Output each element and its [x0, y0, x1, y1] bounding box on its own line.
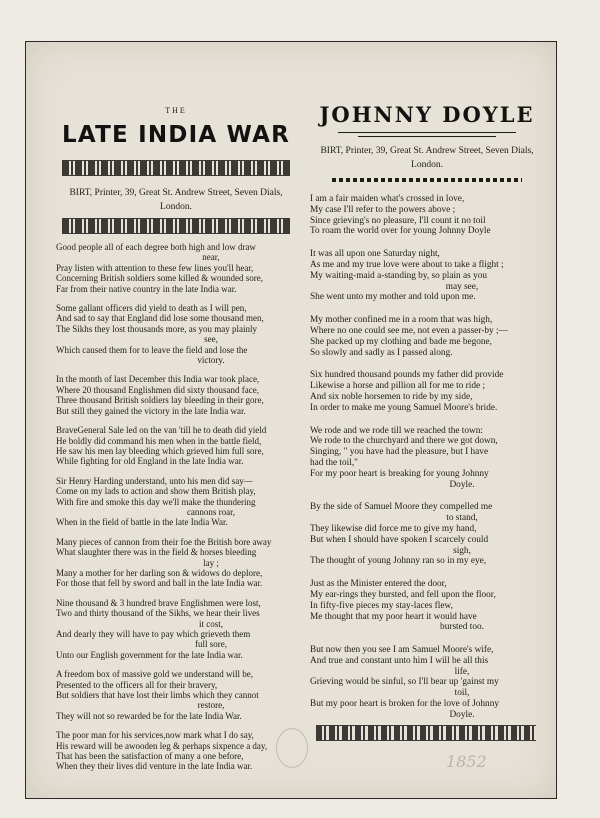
- verse-line: He boldly did command his men when in the battle field,: [56, 435, 262, 446]
- verse-line: My waiting-maid a-standing by, so plain as you: [310, 270, 488, 281]
- stanza: [56, 242, 296, 294]
- wave-rule-icon: [332, 178, 522, 182]
- verse-line: Likewise a horse and pillion all for me to ride ;: [310, 381, 486, 392]
- verse-line: restore,: [197, 700, 225, 711]
- verse-line: it cost,: [199, 618, 223, 629]
- verse-line: Three thousand British soldiers lay bleeding in their gore,: [56, 395, 264, 406]
- stanza: [310, 315, 544, 358]
- ornament-border-icon: [62, 160, 290, 176]
- verse-line: My ear-rings they bursted, and fell upon the floor,: [310, 589, 496, 600]
- verse-line: And six noble horsemen to ride by my side,: [310, 391, 473, 402]
- verse-line: And sad to say that England did lose some thousand men,: [56, 313, 264, 324]
- verse-line: In fifty-five pieces my stay-laces flew,: [310, 600, 453, 611]
- verse-line: Me thought that my poor heart it would have: [310, 611, 477, 622]
- stanza: [310, 645, 544, 721]
- verse-line: Doyle.: [449, 709, 475, 720]
- verse-line: Many a mother for her darling son & widows do deplore,: [56, 567, 263, 578]
- verse-line: And dearly they will have to pay which grieveth them: [56, 629, 251, 639]
- ballad-title-right: JOHNNY DOYLE: [319, 102, 535, 127]
- verse-line: The poor man for his services,now mark what I do say,: [56, 730, 254, 741]
- verse-line: The Sikhs they lost thousands more, as you may plainly: [56, 323, 257, 334]
- verse-line: toil,: [454, 688, 470, 699]
- verse-line: bursted too.: [440, 622, 484, 633]
- stanza: [56, 425, 296, 467]
- verse-line: Where no one could see me, not even a passer-by ;—: [310, 325, 508, 336]
- verse-line: victory.: [197, 355, 225, 366]
- verse-line: Presented to the officers all for their bravery,: [56, 679, 218, 690]
- stanza: [56, 669, 296, 721]
- verse-line: life,: [454, 666, 470, 677]
- verse-line: But still they gained the victory in the late India war.: [56, 405, 246, 416]
- stanza: [56, 374, 296, 416]
- stanza: [310, 249, 544, 303]
- verse-line: Many pieces of cannon from their foe the British bore away: [56, 536, 272, 547]
- stanza: [56, 303, 296, 365]
- ornament-border-icon: [316, 725, 536, 741]
- verse-line: full sore,: [195, 639, 227, 650]
- verse-line: We rode and we rode till we reached the town:: [310, 425, 483, 436]
- verse-line: Unto our English government for the late India war.: [56, 649, 243, 660]
- verse-line: It was all upon one Saturday night,: [310, 249, 440, 260]
- verse-line: Sir Henry Harding understand, unto his men did say—: [56, 475, 253, 486]
- stanza: [310, 502, 544, 567]
- verse-line: sigh,: [453, 545, 471, 556]
- verse-line: In the month of last December this India war took place,: [56, 374, 260, 385]
- verse-line: near,: [202, 252, 220, 263]
- verse-line: They likewise did force me to give my hand,: [310, 523, 477, 534]
- stanza: [56, 730, 296, 772]
- title-rule: [338, 132, 516, 133]
- verse-line: The thought of young Johnny ran so in my eye,: [310, 556, 487, 567]
- verse-line: lay ;: [203, 557, 219, 568]
- verse-line: Good people all of each degree both high and low draw: [56, 242, 256, 252]
- verse-line: For those that fell by sword and ball in the late India war.: [56, 578, 263, 589]
- verse-line: to stand,: [446, 513, 478, 524]
- verse-line: Just as the Minister entered the door,: [310, 579, 447, 590]
- verse-line: With fire and smoke this day we'll make the thundering: [56, 496, 256, 507]
- verse-line: Six hundred thousand pounds my father did provide: [310, 370, 504, 381]
- verse-line: Two and thirty thousand of the Sikhs, we hear their lives: [56, 608, 260, 619]
- poem-right: [310, 194, 544, 733]
- verse-line: For my poor heart is breaking for young Johnny: [310, 468, 489, 479]
- verse-line: By the side of Samuel Moore they compelled me: [310, 502, 493, 513]
- verse-line: In order to make me young Samuel Moore's bride.: [310, 402, 498, 413]
- verse-line: BraveGeneral Sale led on the van 'till he to death did yield: [56, 425, 267, 436]
- verse-line: She went unto my mother and told upon me.: [310, 292, 476, 303]
- verse-line: Come on my lads to action and show them British play,: [56, 486, 256, 497]
- verse-line: may see,: [445, 281, 479, 292]
- verse-line: He saw his men lay bleeding which grieved him full sore,: [56, 445, 264, 456]
- verse-line: Doyle.: [449, 479, 475, 490]
- verse-line: Pray listen with attention to these few lines you'll hear,: [56, 262, 254, 273]
- verse-line: Far from their native country in the late India war.: [56, 283, 237, 294]
- verse-line: Nine thousand & 3 hundred brave Englishmen were lost,: [56, 597, 261, 608]
- ballad-title-left: LATE INDIA WAR: [62, 122, 290, 148]
- stanza: [310, 426, 544, 491]
- title-rule: [358, 136, 496, 137]
- verse-line: That has been the satisfaction of many a one before,: [56, 751, 244, 762]
- verse-line: Concerning British soldiers some killed & wounded sore,: [56, 273, 263, 284]
- verse-line: We rode to the churchyard and there we got down,: [310, 436, 498, 447]
- verse-line: As me and my true love were about to take a flight ;: [310, 259, 504, 270]
- stanza: [310, 194, 544, 237]
- ornament-border-icon: [62, 218, 290, 234]
- broadside-sheet: [26, 42, 556, 798]
- handwritten-date: 1852: [446, 752, 487, 771]
- verse-line: While fighting for old England in the late India war.: [56, 456, 244, 467]
- verse-line: But soldiers that have lost their limbs which they cannot: [56, 690, 259, 701]
- verse-line: But now then you see I am Samuel Moore's wife,: [310, 645, 494, 656]
- verse-line: So slowly and sadly as I passed along.: [310, 347, 453, 358]
- verse-line: She packed up my clothing and bade me begone,: [310, 336, 493, 347]
- verse-line: Since grieving's no pleasure, I'll count it no toil: [310, 215, 486, 226]
- poem-left: [56, 242, 296, 781]
- verse-line: When in the field of battle in the late India War.: [56, 517, 228, 528]
- verse-line: What slaughter there was in the field & horses bleeding: [56, 547, 257, 558]
- printer-imprint-right: BIRT, Printer, 39, Great St. Andrew Street, Seven Dials, London.: [320, 146, 534, 170]
- verse-line: Where 20 thousand Englishmen did sixty thousand face,: [56, 384, 259, 395]
- printer-imprint-left: BIRT, Printer, 39, Great St. Andrew Street, Seven Dials, London.: [69, 188, 283, 212]
- verse-line: And true and constant unto him I will be all this: [310, 655, 489, 666]
- verse-line: see,: [204, 334, 218, 345]
- stanza: [310, 370, 544, 413]
- verse-line: My mother confined me in a room that was high,: [310, 315, 493, 326]
- verse-line: When they their lives did venture in the late India war.: [56, 761, 253, 772]
- verse-line: My case I'll refer to the powers above ;: [310, 204, 456, 215]
- verse-line: Singing, " you have had the pleasure, but I have: [310, 447, 489, 458]
- verse-line: Some gallant officers did yield to death as I will pen,: [56, 303, 247, 314]
- stanza: [56, 476, 296, 528]
- verse-line: Which caused them for to leave the field and lose the: [56, 344, 248, 355]
- verse-line: had the toil,": [310, 457, 358, 468]
- small-title: THE: [165, 106, 187, 115]
- verse-line: I am a fair maiden what's crossed in love,: [310, 194, 465, 204]
- verse-line: A freedom box of massive gold we understand will be,: [56, 669, 253, 680]
- stanza: [56, 598, 296, 660]
- stanza: [310, 579, 544, 633]
- verse-line: Grieving would be sinful, so I'll bear up 'gainst my: [310, 677, 499, 688]
- verse-line: His reward will be awooden leg & perhaps sixpence a day,: [56, 740, 268, 751]
- library-stamp-icon: [276, 728, 308, 768]
- verse-line: cannons roar,: [186, 506, 236, 517]
- stanza: [56, 537, 296, 589]
- verse-line: But my poor heart is broken for the love of Johnny: [310, 699, 500, 710]
- verse-line: But when I should have spoken I scarcely could: [310, 534, 489, 545]
- verse-line: They will not so rewarded be for the late India War.: [56, 710, 242, 721]
- verse-line: To roam the world over for young Johnny Doyle: [310, 226, 491, 237]
